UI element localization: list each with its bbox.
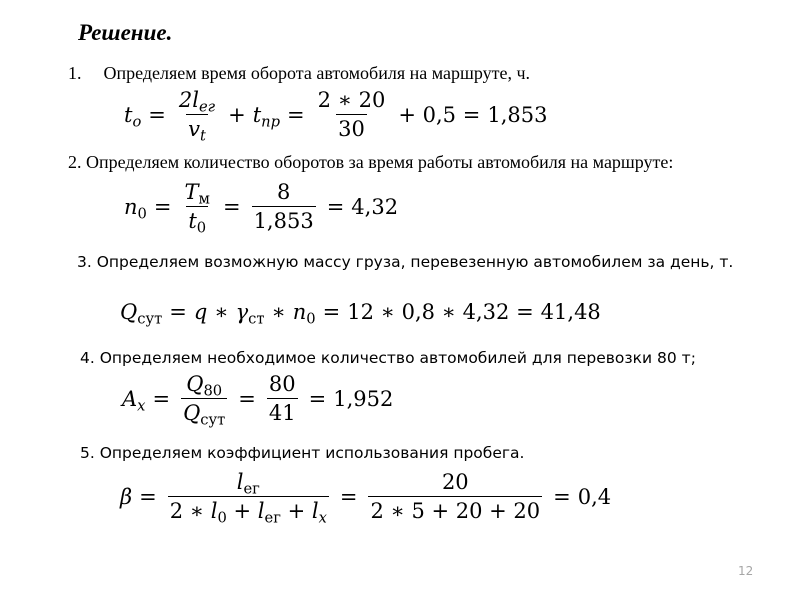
formula-vehicle-count: $A_x$ = $\frac{Q_{80}}{Q_{сут}}$ = $\frac{80}{41}$ = 1,952 <box>122 372 394 429</box>
result-turnover-time: 1,853 <box>487 102 548 127</box>
formula-mileage-coefficient: β = $\frac{l_{ег}}{2 ∗ l_0 + l_{ег} + l_x}$ = $\frac{20}{2 ∗ 5 + 20 + 20}$ = 0,4 <box>120 470 612 527</box>
step-1-label: Определяем время оборота автомобиля на маршруте, ч. <box>103 63 531 83</box>
fraction-q80-qsut: $\frac{Q_{80}}{Q_{сут}}$ <box>183 372 226 429</box>
fraction-20-sum: $\frac{20}{2 ∗ 5 + 20 + 20}$ <box>370 470 541 523</box>
fraction-2leg-vt: $\frac{2l_{ег}}{v_t}$ <box>178 88 216 145</box>
formula-turnovers: $n_0$ = $\frac{T_м}{t_0}$ = $\frac{8}{1,853}$ = 4,32 <box>124 180 399 237</box>
result-daily-cargo: 41,48 <box>540 300 601 324</box>
step-1-text <box>68 63 530 84</box>
result-mileage-coefficient: 0,4 <box>577 484 612 509</box>
fraction-2x20-30: $\frac{2 ∗ 20}{30}$ <box>317 88 386 141</box>
step-1-number: 1. <box>68 63 82 83</box>
slide-title: Решение. <box>78 20 173 45</box>
fraction-tm-t0: $\frac{T_м}{t_0}$ <box>184 180 210 237</box>
fraction-8-1853: $\frac{8}{1,853}$ <box>253 180 314 233</box>
page-number: 12 <box>738 564 754 578</box>
step-5-text: 5. Определяем коэффициент использования пробега. <box>80 444 525 462</box>
result-turnovers: 4,32 <box>351 194 399 219</box>
formula-daily-cargo: $Q_{сут}$ = q ∗ $\gamma_{ст}$ ∗ $n_0$ = 12 ∗ 0,8 ∗ 4,32 = 41,48 <box>120 300 601 328</box>
fraction-80-41: $\frac{80}{41}$ <box>268 372 296 425</box>
result-vehicle-count: 1,952 <box>333 386 394 411</box>
fraction-leg-sum: $\frac{l_{ег}}{2 ∗ l_0 + l_{ег} + l_x}$ <box>169 470 327 527</box>
formula-turnover-time: $t_o$ = $\frac{2l_{ег}}{v_t}$ + $t_{пр}$ = $\frac{2 ∗ 20}{30}$ + 0,5 = 1,853 <box>124 88 548 145</box>
step-4-text: 4. Определяем необходимое количество автомобилей для перевозки 80 т; <box>80 349 696 367</box>
step-3-text: 3. Определяем возможную массу груза, перевезенную автомобилем за день, т. <box>77 253 734 271</box>
step-2-text: 2. Определяем количество оборотов за время работы автомобиля на маршруте: <box>68 152 674 172</box>
